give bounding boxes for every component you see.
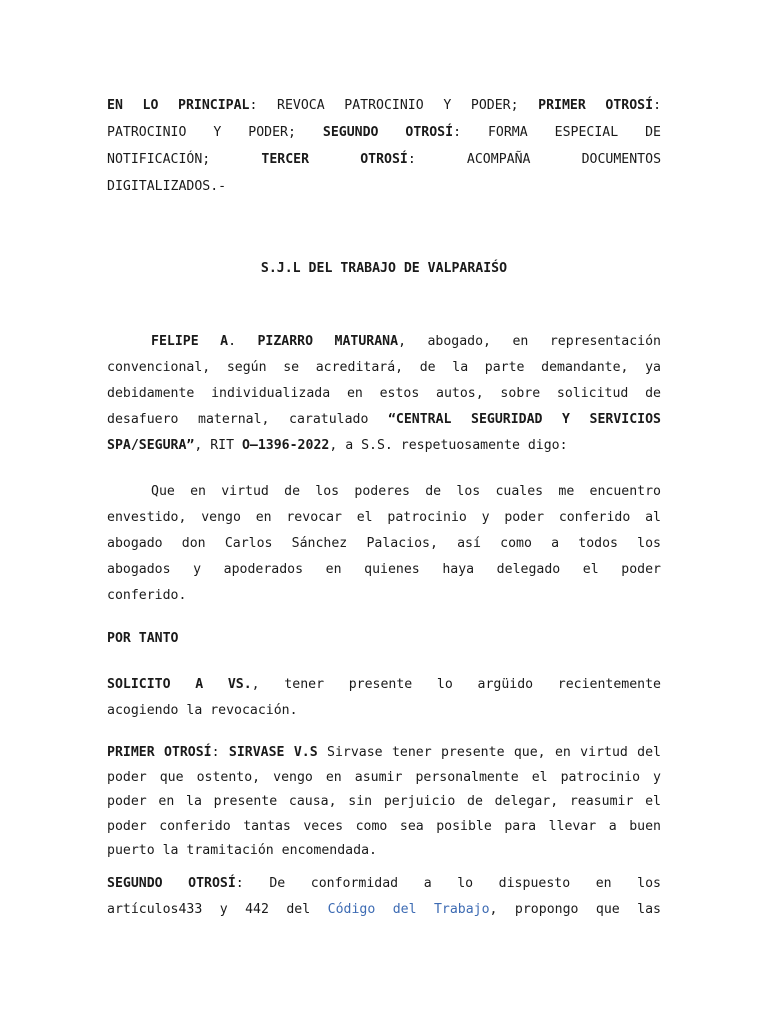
intro-line-4: desafuero maternal, caratulado “CENTRAL SEGURIDAD Y SERVICIOS bbox=[107, 412, 661, 427]
revoca-line-4: abogados y apoderados en quienes haya delegado el poder bbox=[107, 562, 661, 577]
court-heading: S.J.L DEL TRABAJO DE VALPARAIŚO bbox=[260, 261, 508, 276]
por-tanto: POR TANTO bbox=[107, 631, 179, 646]
solicito-line-1: SOLICITO A VS., tener presente lo argüido recientemente bbox=[107, 677, 661, 692]
segundo-otrosi-line-2: artículos433 y 442 del Código del Trabajo, propongo que las bbox=[107, 902, 661, 917]
solicito-line-2: acogiendo la revocación. bbox=[107, 703, 298, 718]
revoca-line-3: abogado don Carlos Sánchez Palacios, así como a todos los bbox=[107, 536, 661, 551]
primer-otrosi-paragraph bbox=[107, 741, 661, 864]
intro-paragraph bbox=[107, 329, 661, 459]
primer-otrosi-line-2: poder que ostento, vengo en asumir personalmente el patrocinio y bbox=[107, 769, 661, 785]
primer-otrosi-line-3: poder en la presente causa, sin perjuicio de delegar, reasumir el bbox=[107, 794, 661, 809]
sumilla-line-1: EN LO PRINCIPAL: REVOCA PATROCINIO Y PODER; PRIMER OTROSÍ: bbox=[107, 98, 662, 113]
revoca-paragraph bbox=[107, 479, 661, 609]
sumilla-line-2: PATROCINIO Y PODER; SEGUNDO OTROSÍ: FORMA ESPECIAL DE bbox=[107, 125, 661, 140]
sumilla-line-3: NOTIFICACIÓN; TERCER OTROSÍ: ACOMPAÑA DOCUMENTOS bbox=[107, 152, 662, 167]
intro-line-3: debidamente individualizada en estos autos, sobre solicitud de bbox=[107, 386, 661, 401]
intro-line-5: SPA/SEGURA”, RIT O–1396-2022, a S.S. respetuosamente digo: bbox=[107, 438, 568, 453]
primer-otrosi-line-1: PRIMER OTROSÍ: SIRVASE V.S Sirvase tener presente que, en virtud del bbox=[107, 745, 661, 760]
revoca-line-2: envestido, vengo en revocar el patrocinio y poder conferido al bbox=[107, 510, 661, 525]
intro-line-2: convencional, según se acreditará, de la parte demandante, ya bbox=[107, 360, 661, 375]
codigo-del-trabajo-link[interactable]: Código del Trabajo bbox=[327, 902, 490, 917]
primer-otrosi-line-5: puerto la tramitación encomendada. bbox=[107, 843, 377, 858]
sumilla-line-4: DIGITALIZADOS.- bbox=[107, 179, 227, 194]
segundo-otrosi-line-1: SEGUNDO OTROSÍ: De conformidad a lo dispuesto en los bbox=[107, 876, 661, 891]
intro-line-1: FELIPE A. PIZARRO MATURANA, abogado, en representación bbox=[151, 334, 661, 349]
sumilla bbox=[107, 92, 661, 200]
revoca-line-1: Que en virtud de los poderes de los cuales me encuentro bbox=[151, 484, 661, 499]
revoca-line-5: conferido. bbox=[107, 588, 187, 603]
solicito-paragraph bbox=[107, 672, 661, 724]
segundo-otrosi-paragraph bbox=[107, 871, 661, 923]
primer-otrosi-line-4: poder conferido tantas veces como sea posible para llevar a buen bbox=[107, 818, 661, 834]
